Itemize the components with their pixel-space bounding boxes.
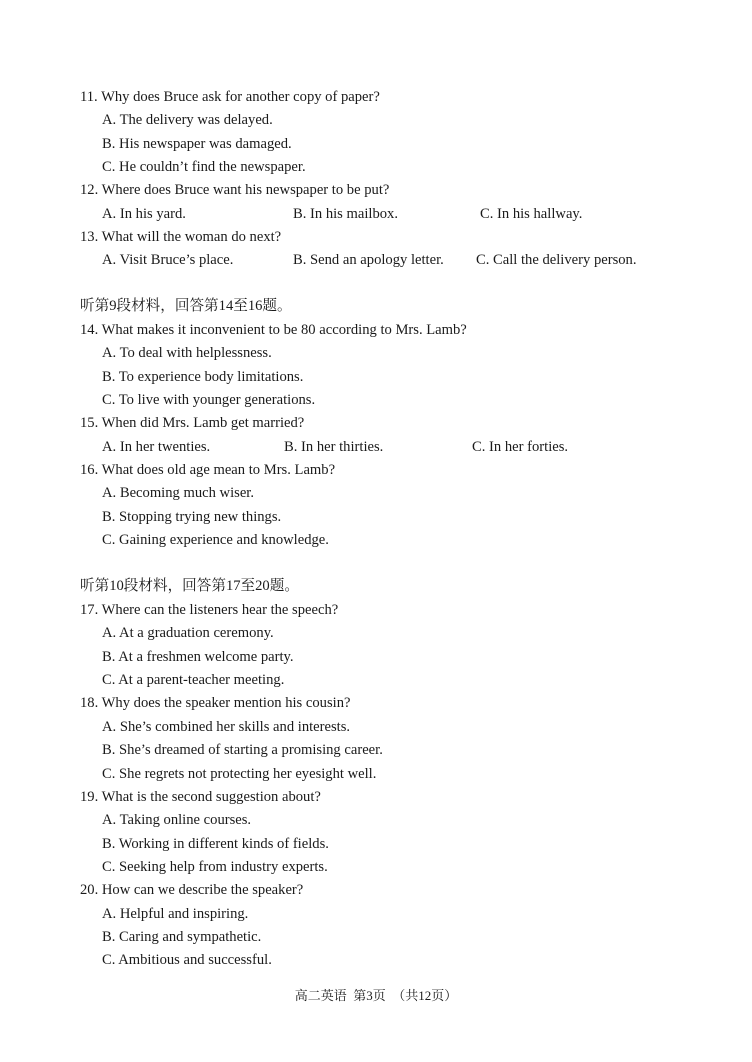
q19-option-c: C. Seeking help from industry experts. bbox=[102, 859, 328, 875]
q16-option-b: B. Stopping trying new things. bbox=[102, 509, 282, 525]
question-15: 15. When did Mrs. Lamb get married? bbox=[80, 415, 305, 431]
q18-option-a: A. She’s combined her skills and interests. bbox=[102, 719, 351, 735]
q14-option-c: C. To live with younger generations. bbox=[102, 392, 316, 408]
q13-option-c: C. Call the delivery person. bbox=[476, 252, 637, 268]
q16-option-c: C. Gaining experience and knowledge. bbox=[102, 532, 329, 548]
question-17: 17. Where can the listeners hear the speech? bbox=[80, 602, 339, 618]
question-12: 12. Where does Bruce want his newspaper to be put? bbox=[80, 182, 390, 198]
q20-option-b: B. Caring and sympathetic. bbox=[102, 929, 262, 945]
q17-option-a: A. At a graduation ceremony. bbox=[102, 625, 274, 641]
q11-option-b: B. His newspaper was damaged. bbox=[102, 136, 292, 152]
q17-option-b: B. At a freshmen welcome party. bbox=[102, 649, 294, 665]
q11-option-c: C. He couldn’t find the newspaper. bbox=[102, 159, 306, 175]
q12-option-c: C. In his hallway. bbox=[480, 206, 583, 222]
q16-option-a: A. Becoming much wiser. bbox=[102, 485, 254, 501]
question-18: 18. Why does the speaker mention his cousin? bbox=[80, 695, 351, 711]
q14-option-b: B. To experience body limitations. bbox=[102, 369, 304, 385]
q20-option-a: A. Helpful and inspiring. bbox=[102, 906, 249, 922]
page-footer: 高二英语 第3页 （共12页） bbox=[294, 988, 458, 1003]
question-19: 19. What is the second suggestion about? bbox=[80, 789, 321, 805]
section-9-heading: 听第9段材料，回答第14至16题。 bbox=[80, 298, 292, 314]
question-20: 20. How can we describe the speaker? bbox=[80, 882, 304, 898]
q18-option-c: C. She regrets not protecting her eyesight well. bbox=[102, 766, 377, 782]
question-16: 16. What does old age mean to Mrs. Lamb? bbox=[80, 462, 336, 478]
q17-option-c: C. At a parent-teacher meeting. bbox=[102, 672, 285, 688]
q11-option-a: A. The delivery was delayed. bbox=[102, 112, 273, 128]
q19-option-a: A. Taking online courses. bbox=[102, 812, 252, 828]
question-13: 13. What will the woman do next? bbox=[80, 229, 282, 245]
q20-option-c: C. Ambitious and successful. bbox=[102, 952, 272, 968]
q13-option-b: B. Send an apology letter. bbox=[293, 252, 444, 268]
q15-option-a: A. In her twenties. bbox=[102, 439, 211, 455]
q19-option-b: B. Working in different kinds of fields. bbox=[102, 836, 329, 852]
q15-option-b: B. In her thirties. bbox=[284, 439, 384, 455]
question-11: 11. Why does Bruce ask for another copy of paper? bbox=[80, 89, 380, 105]
q13-option-a: A. Visit Bruce’s place. bbox=[102, 252, 234, 268]
question-14: 14. What makes it inconvenient to be 80 according to Mrs. Lamb? bbox=[80, 322, 467, 338]
q18-option-b: B. She’s dreamed of starting a promising career. bbox=[102, 742, 383, 758]
q14-option-a: A. To deal with helplessness. bbox=[102, 345, 272, 361]
q12-option-b: B. In his mailbox. bbox=[293, 206, 398, 222]
q12-option-a: A. In his yard. bbox=[102, 206, 186, 222]
q15-option-c: C. In her forties. bbox=[472, 439, 569, 455]
section-10-heading: 听第10段材料，回答第17至20题。 bbox=[80, 578, 299, 594]
